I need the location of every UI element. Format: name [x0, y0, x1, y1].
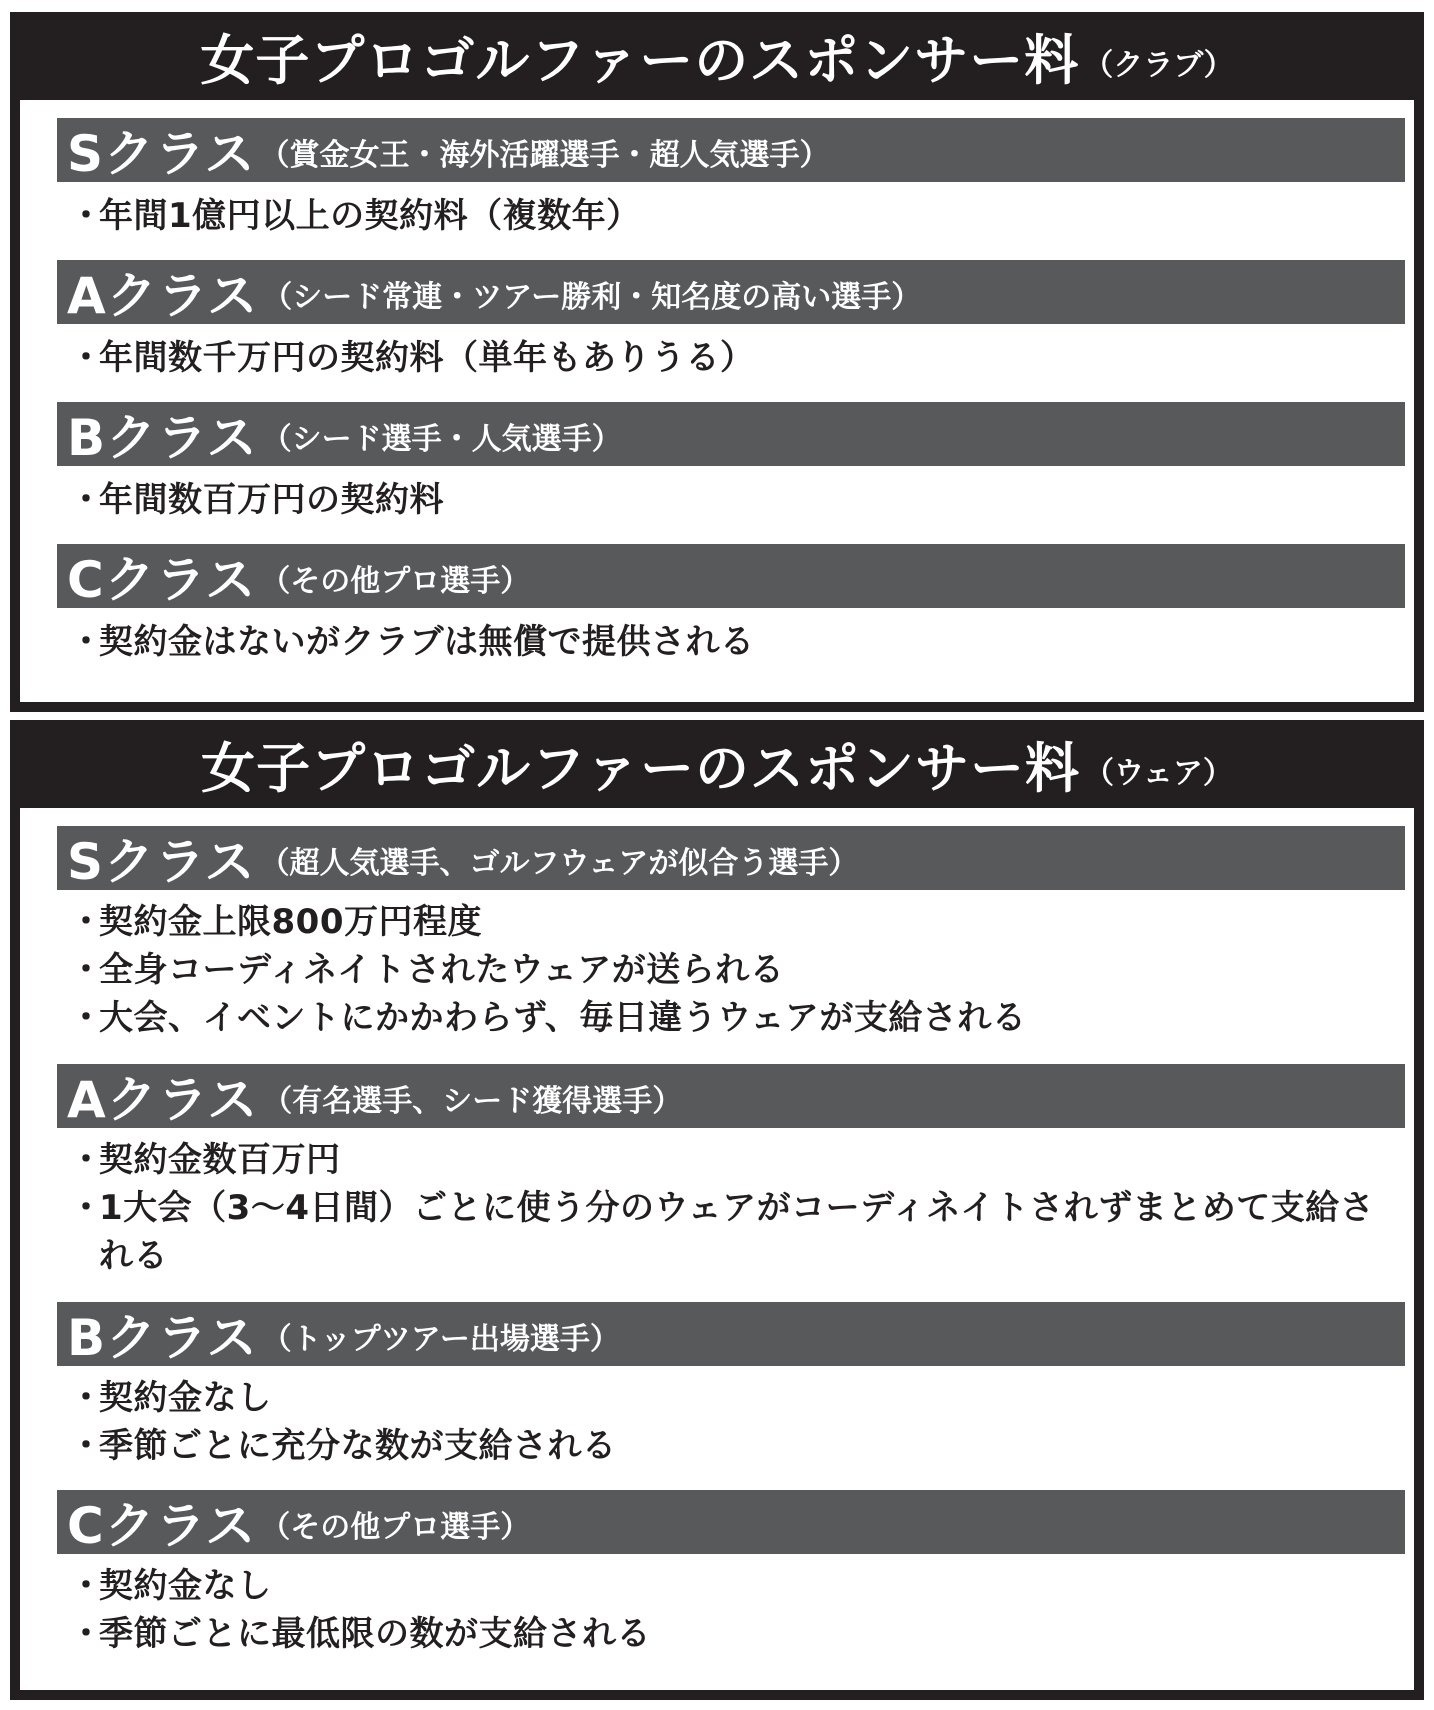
list-item	[57, 1374, 1405, 1422]
list-item	[57, 1610, 1405, 1658]
list-item	[57, 476, 1405, 524]
wear-class-s-bar	[57, 826, 1405, 890]
bullet-icon: ・	[69, 1426, 104, 1466]
list-item	[57, 994, 1405, 1042]
list-item-text: 契約金はないがクラブは無償で提供される	[99, 622, 755, 662]
club-panel-subtitle: （クラブ）	[1083, 48, 1234, 83]
list-item	[57, 946, 1405, 994]
club-class-c-list	[57, 618, 1405, 666]
class-description: （トップツアー出場選手）	[261, 1322, 620, 1357]
class-description: （シード選手・人気選手）	[261, 422, 622, 457]
club-class-b-bar	[57, 402, 1405, 466]
wear-panel-title: 女子プロゴルファーのスポンサー料	[201, 735, 1081, 800]
class-description: （有名選手、シード獲得選手）	[262, 1084, 683, 1119]
list-item	[57, 192, 1405, 240]
wear-sponsor-panel	[10, 720, 1424, 1700]
bullet-icon: ・	[69, 338, 104, 378]
list-item	[57, 618, 1405, 666]
list-item	[57, 334, 1405, 382]
bullet-icon: ・	[69, 1378, 104, 1418]
bullet-icon: ・	[69, 1614, 104, 1654]
club-class-a-bar	[57, 260, 1405, 324]
bullet-icon: ・	[69, 1566, 104, 1606]
list-item-text: 全身コーディネイトされたウェアが送られる	[99, 950, 785, 990]
list-item	[57, 1184, 1405, 1280]
club-panel-title: 女子プロゴルファーのスポンサー料	[200, 27, 1080, 92]
list-item-text: 契約金なし	[99, 1378, 272, 1418]
class-name: Cクラス	[67, 1497, 257, 1555]
wear-class-a-bar	[57, 1064, 1405, 1128]
bullet-icon: ・	[69, 480, 104, 520]
class-description: （その他プロ選手）	[260, 1510, 531, 1545]
list-item-text: 年間数千万円の契約料（単年もありうる）	[99, 338, 755, 378]
club-class-a-list	[57, 334, 1405, 382]
wear-class-b-bar	[57, 1302, 1405, 1366]
list-item-text: 年間1億円以上の契約料（複数年）	[99, 196, 641, 236]
bullet-icon: ・	[69, 196, 104, 236]
club-panel-header	[10, 12, 1424, 100]
wear-class-c-bar	[57, 1490, 1405, 1554]
list-item	[57, 898, 1405, 946]
bullet-icon: ・	[69, 1140, 104, 1180]
wear-class-b-list	[57, 1374, 1405, 1470]
class-name: Sクラス	[67, 125, 256, 183]
bullet-icon: ・	[69, 1188, 104, 1228]
club-class-c-bar	[57, 544, 1405, 608]
bullet-icon: ・	[69, 998, 104, 1038]
class-name: Sクラス	[67, 833, 256, 891]
bullet-icon: ・	[69, 622, 104, 662]
bullet-icon: ・	[69, 902, 104, 942]
wear-panel-header	[10, 720, 1424, 808]
wear-class-s-list	[57, 898, 1405, 1042]
wear-panel-subtitle: （ウェア）	[1084, 756, 1233, 791]
list-item-text: 季節ごとに最低限の数が支給される	[99, 1614, 651, 1654]
class-name: Bクラス	[67, 409, 258, 467]
class-name: Aクラス	[67, 267, 259, 325]
class-name: Bクラス	[67, 1309, 258, 1367]
club-class-s-bar	[57, 118, 1405, 182]
wear-class-a-list	[57, 1136, 1405, 1280]
list-item-text: 契約金上限800万円程度	[99, 902, 482, 942]
class-description: （シード常連・ツアー勝利・知名度の高い選手）	[262, 280, 922, 315]
list-item-text: 大会、イベントにかかわらず、毎日違うウェアが支給される	[99, 998, 1027, 1038]
class-description: （超人気選手、ゴルフウェアが似合う選手）	[259, 846, 859, 881]
list-item-text: 契約金なし	[99, 1566, 272, 1606]
list-item	[57, 1562, 1405, 1610]
wear-class-c-list	[57, 1562, 1405, 1658]
list-item-text: 季節ごとに充分な数が支給される	[99, 1426, 617, 1466]
club-class-b-list	[57, 476, 1405, 524]
bullet-icon: ・	[69, 950, 104, 990]
class-name: Cクラス	[67, 551, 257, 609]
class-description: （その他プロ選手）	[260, 564, 531, 599]
class-name: Aクラス	[67, 1071, 259, 1129]
list-item	[57, 1136, 1405, 1184]
club-class-s-list	[57, 192, 1405, 240]
list-item-text: 契約金数百万円	[99, 1140, 341, 1180]
list-item-text: 1大会（3～4日間）ごとに使う分のウェアがコーディネイトされずまとめて支給される	[99, 1188, 1375, 1276]
list-item	[57, 1422, 1405, 1470]
class-description: （賞金女王・海外活躍選手・超人気選手）	[259, 138, 830, 173]
list-item-text: 年間数百万円の契約料	[99, 480, 444, 520]
club-sponsor-panel	[10, 12, 1424, 712]
